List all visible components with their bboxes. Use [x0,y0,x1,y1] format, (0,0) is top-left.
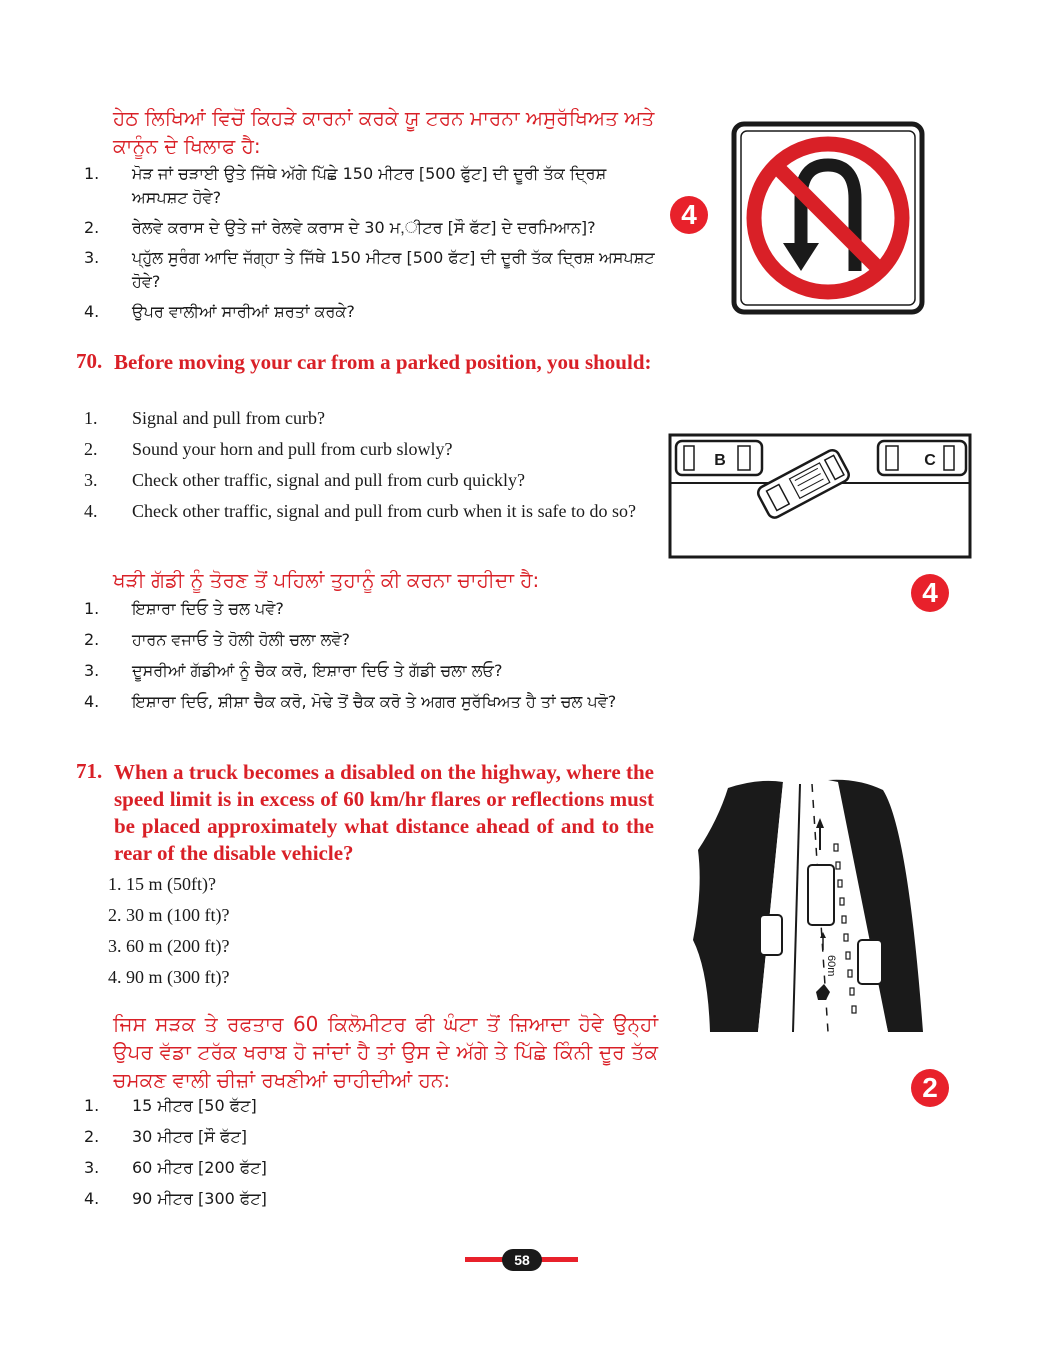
list-item: 4. 90 m (300 ft)? [108,967,230,987]
list-item: 1. Signal and pull from curb? [84,408,325,428]
list-item: 4. ਇਸ਼ਾਰਾ ਦਿਓ, ਸ਼ੀਸ਼ਾ ਚੈਕ ਕਰੋ, ਮੋਢੇ ਤੋਂ ਚੈਕ ਕਰੋ ਤੇ ਅਗਰ ਸੁਰੱਖਿਅਤ ਹੈ ਤਾਂ ਚਲ ਪਵੋ? [84,692,617,711]
parked-car-c [878,441,966,475]
list-item: 4. ਉਪਰ ਵਾਲੀਆਂ ਸਾਰੀਆਂ ਸ਼ਰਤਾਂ ਕਰਕੇ? [84,302,355,321]
svg-text:B: B [714,452,726,469]
page-footer-line-left [465,1257,505,1262]
list-item: 2. 30 ਮੀਟਰ [ਸੌ ਫੱਟ] [84,1127,247,1146]
svg-text:C: C [924,452,936,469]
list-item: 3. 60 ਮੀਟਰ [200 ਫੱਟ] [84,1158,267,1177]
answer-badge-q69: 4 [670,196,708,234]
list-item: 2. ਰੇਲਵੇ ਕਰਾਸ ਦੇ ਉਤੇ ਜਾਂ ਰੇਲਵੇ ਕਰਾਸ ਦੇ 30 ਮ,ੀਟਰ [ਸੌ ਫੱਟ] ਦੇ ਦਰਮਿਆਨ]? [84,218,596,237]
list-item: 1. 15 m (50ft)? [108,874,216,894]
highway-flares-image [688,770,928,1035]
list-item: 1. ਇਸ਼ਾਰਾ ਦਿਓ ਤੇ ਚਲ ਪਵੋ? [84,599,284,618]
q70-number: 70. [76,349,103,373]
q71-options-pa [84,1094,408,1211]
q71-number: 71. [76,759,103,783]
q70-options-pa [84,597,658,714]
list-item: 3. ਪ੍ਹੁੱਲ ਸੁਰੰਗ ਆਦਿ ਜੱਗ੍ਹਾ ਤੇ ਜਿੱਥੇ 150 ਮੀਟਰ [500 ਫੱਟ] ਦੀ ਦੂਰੀ ਤੱਕ ਦ੍ਰਿਸ਼ ਅਸਪਸ਼ਟ ਹੋਵੇ? [84,248,655,291]
q69-options-pa [84,162,658,324]
q71-options-en [108,872,408,989]
answer-badge-q70: 4 [911,574,949,612]
list-item: 4. 90 ਮੀਟਰ [300 ਫੱਟ] [84,1189,267,1208]
list-item: 4. Check other traffic, signal and pull from curb when it is safe to do so? [84,501,637,521]
page-footer-line-right [540,1257,578,1262]
parking-diagram-image [668,433,972,559]
list-item: 2. 30 m (100 ft)? [108,905,230,925]
list-item: 1. 15 ਮੀਟਰ [50 ਫੱਟ] [84,1096,257,1115]
list-item: 2. Sound your horn and pull from curb slowly? [84,439,453,459]
parked-car-b [676,441,762,475]
list-item: 3. ਦੂਸਰੀਆਂ ਗੱਡੀਆਂ ਨੂੰ ਚੈਕ ਕਰੋ, ਇਸ਼ਾਰਾ ਦਿਓ ਤੇ ਗੱਡੀ ਚਲਾ ਲਓ? [84,661,503,680]
page-number: 58 [502,1249,542,1271]
q71-question-en: When a truck becomes a disabled on the highway, where the speed limit is in excess of 60 km/hr flares or reflections must be placed approximately what distance ahead of and to the rear of the disable vehicle? [114,760,654,865]
q70-options-en [84,406,656,523]
no-u-turn-sign-image [731,121,925,315]
list-item: 2. ਹਾਰਨ ਵਜਾਓ ਤੇ ਹੋਲੀ ਹੋਲੀ ਚਲਾ ਲਵੋ? [84,630,350,649]
list-item: 3. 60 m (200 ft)? [108,936,230,956]
q69-question-pa: ਹੇਠ ਲਿਖਿਆਂ ਵਿਚੋਂ ਕਿਹੜੇ ਕਾਰਨਾਂ ਕਰਕੇ ਯੂ ਟਰਨ ਮਾਰਨਾ ਅਸੁਰੱਖਿਅਤ ਅਤੇ ਕਾਨੂੰਨ ਦੇ ਖਿਲਾਫ ਹੈ: [113,106,655,158]
q70-question-pa: ਖੜੀ ਗੱਡੀ ਨੂੰ ਤੋਰਣ ਤੋਂ ਪਹਿਲਾਂ ਤੁਹਾਨੂੰ ਕੀ ਕਰਨਾ ਚਾਹੀਦਾ ਹੈ: [113,568,540,592]
answer-badge-q71: 2 [911,1069,949,1107]
q71-question-pa: ਜਿਸ ਸੜਕ ਤੇ ਰਫਤਾਰ 60 ਕਿਲੋਮੀਟਰ ਫੀ ਘੰਟਾ ਤੋਂ ਜ਼ਿਆਦਾ ਹੋਵੇ ਉਨ੍ਹਾਂ ਉਪਰ ਵੱਡਾ ਟਰੱਕ ਖਰਾਬ ਹੋ ਜਾਂਦਾਂ ਹੈ ਤਾਂ ਉਸ ਦੇ ਅੱਗੇ ਤੇ ਪਿੱਛੇ ਕਿੰਨੀ ਦੂਰ ਤੱਕ ਚਮਕਣ ਵਾਲੀ ਚੀਜ਼ਾਂ ਰਖਣੀਆਂ ਚਾਹੀਦੀਆਂ ਹਨ: [113,1012,658,1092]
q70-question-en: Before moving your car from a parked position, you should: [114,350,652,374]
svg-text:60m: 60m [825,955,837,977]
list-item: 3. Check other traffic, signal and pull from curb quickly? [84,470,526,490]
list-item: 1. ਮੋੜ ਜਾਂ ਚੜਾਈ ਉਤੇ ਜਿੱਥੇ ਅੱਗੇ ਪਿੱਛੇ 150 ਮੀਟਰ [500 ਫੁੱਟ] ਦੀ ਦੂਰੀ ਤੱਕ ਦ੍ਰਿਸ਼ ਅਸਪਸ਼ਟ ਹੋਵੇ? [84,164,607,207]
